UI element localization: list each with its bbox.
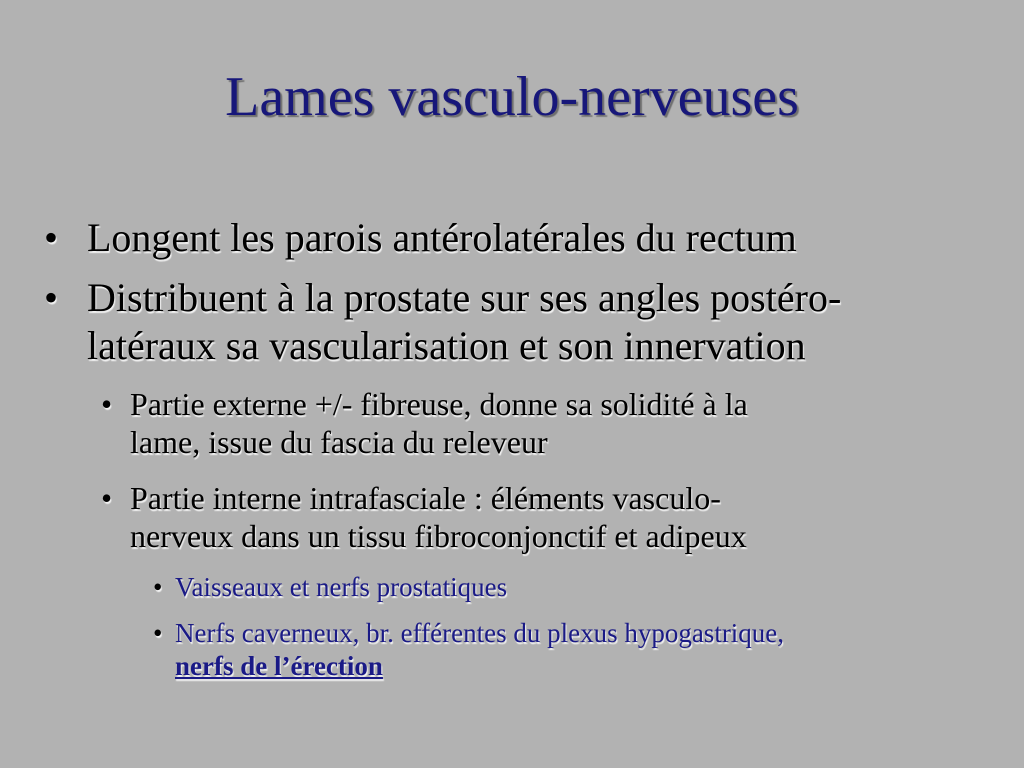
bullet-line: latéraux sa vascularisation et son innervation [87,323,806,368]
bullet-line: nerveux dans un tissu fibroconjonctif et adipeux [130,518,747,554]
bullet-line: lame, issue du fascia du releveur [130,424,548,460]
bullet-line-emphasis [153,650,784,683]
bullet-icon: • [153,618,163,648]
bullet-line: Partie externe +/- fibreuse, donne sa solidité à la [130,386,748,422]
sub-sub-bullet-item [153,571,507,604]
bullet-icon: • [101,386,113,422]
bullet-icon: • [44,275,59,320]
emphasis-link[interactable]: nerfs de l’érection [175,651,383,681]
bullet-line: Partie interne intrafasciale : éléments vasculo- [130,480,721,516]
bullet-item [44,274,841,370]
slide-title: Lames vasculo-nerveuses [225,66,799,128]
sub-sub-bullet-item [153,617,784,683]
bullet-line: Nerfs caverneux, br. efférentes du plexus hypogastrique, [175,618,785,648]
bullet-item [44,214,797,262]
bullet-line: Vaisseaux et nerfs prostatiques [175,572,508,602]
bullet-line: Distribuent à la prostate sur ses angles postéro- [87,275,842,320]
sub-bullet-item [101,385,748,461]
bullet-icon: • [44,215,59,260]
bullet-icon: • [101,480,113,516]
bullet-icon: • [153,572,163,602]
sub-bullet-item [101,479,747,555]
bullet-line: Longent les parois antérolatérales du rectum [87,215,797,260]
